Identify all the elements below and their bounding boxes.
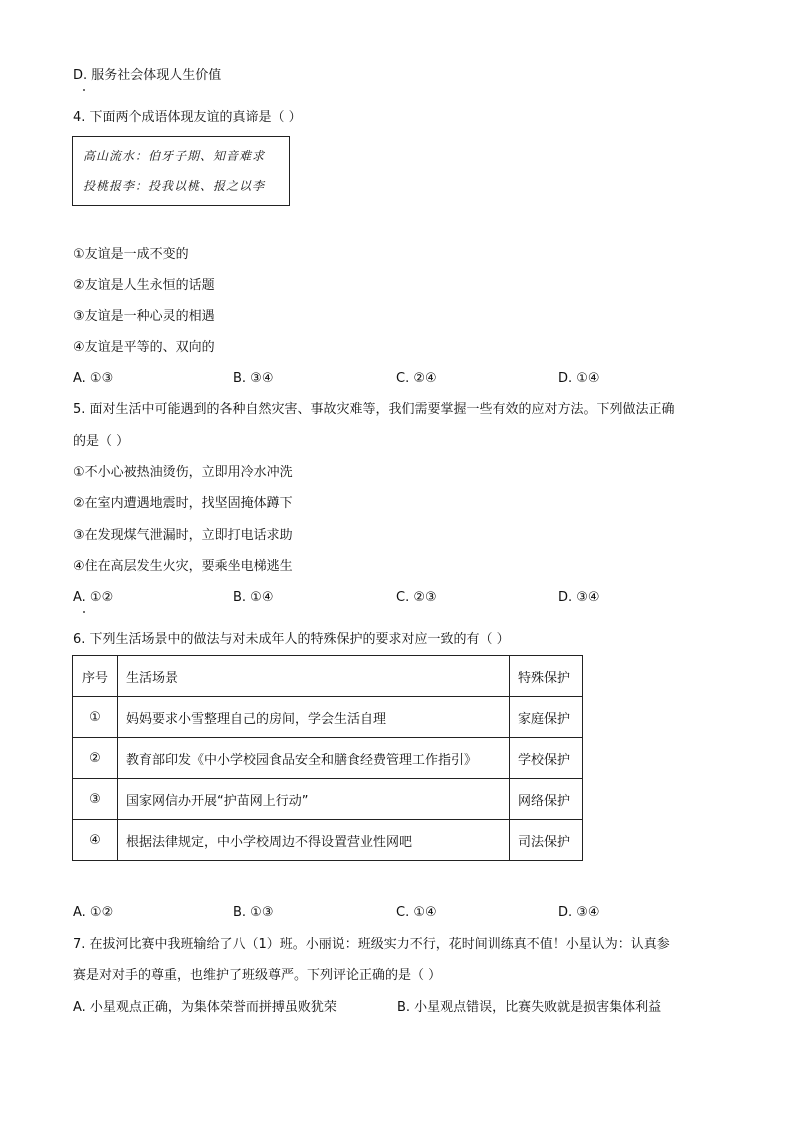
q4-option-d: D. ①④ xyxy=(558,371,600,386)
table-cell: ② xyxy=(73,738,118,779)
q4-statement-3: ③友谊是一种心灵的相遇 xyxy=(73,309,215,324)
q5-statement-4: ④住在高层发生火灾，要乘坐电梯逃生 xyxy=(73,559,293,574)
q4-options xyxy=(73,370,733,388)
q6-table xyxy=(72,655,583,861)
table-cell: 司法保护 xyxy=(510,820,583,861)
table-cell: 网络保护 xyxy=(510,779,583,820)
q7-option-b: B. 小星观点错误，比赛失败就是损害集体利益 xyxy=(397,1000,662,1015)
q4-option-c: C. ②④ xyxy=(396,371,437,386)
q4-statement-2: ②友谊是人生永恒的话题 xyxy=(73,278,215,293)
table-row xyxy=(73,697,583,738)
q5-option-c: C. ②③ xyxy=(396,590,437,605)
table-row xyxy=(73,820,583,861)
q4-statement-4: ④友谊是平等的、双向的 xyxy=(73,340,215,355)
table-cell: ④ xyxy=(73,820,118,861)
table-cell: 教育部印发《中小学校园食品安全和膳食经费管理工作指引》 xyxy=(118,738,510,779)
table-header-cell: 生活场景 xyxy=(118,656,510,697)
table-cell: ① xyxy=(73,697,118,738)
q4-option-b: B. ③④ xyxy=(233,371,274,386)
q5-option-a: A. ①② xyxy=(73,590,114,605)
table-header-row xyxy=(73,656,583,697)
stray-dot xyxy=(83,89,85,91)
table-cell: 国家网信办开展“护苗网上行动” xyxy=(118,779,510,820)
q5-option-b: B. ①④ xyxy=(233,590,274,605)
q4-quote-box xyxy=(72,136,290,206)
q7-options xyxy=(73,999,733,1017)
table-header-cell: 序号 xyxy=(73,656,118,697)
table-cell: ③ xyxy=(73,779,118,820)
q5-options xyxy=(73,589,733,607)
q4-quote-line-1: 高山流水：伯牙子期、知音难求 xyxy=(83,149,266,163)
table-row xyxy=(73,738,583,779)
table-header-cell: 特殊保护 xyxy=(510,656,583,697)
q5-option-d: D. ③④ xyxy=(558,590,600,605)
q4-quote-line-2: 投桃报李：投我以桃、报之以李 xyxy=(83,179,266,193)
q6-option-d: D. ③④ xyxy=(558,905,600,920)
q6-option-b: B. ①③ xyxy=(233,905,274,920)
q4-option-a: A. ①③ xyxy=(73,371,114,386)
table-cell: 根据法律规定，中小学校周边不得设置营业性网吧 xyxy=(118,820,510,861)
table-row xyxy=(73,779,583,820)
q7-stem-line-1: 7. 在拔河比赛中我班输给了八（1）班。小丽说：班级实力不行，花时间训练真不值！小星认为：认真参 xyxy=(73,937,670,952)
table-cell: 家庭保护 xyxy=(510,697,583,738)
q4-stem: 4. 下面两个成语体现友谊的真谛是（ ） xyxy=(73,110,302,125)
q4-statement-1: ①友谊是一成不变的 xyxy=(73,247,189,262)
q6-options xyxy=(73,904,733,922)
q7-stem-line-2: 赛是对对手的尊重，也维护了班级尊严。下列评论正确的是（ ） xyxy=(73,968,442,983)
table-cell: 学校保护 xyxy=(510,738,583,779)
stray-dot xyxy=(83,611,85,613)
q3-option-d: D. 服务社会体现人生价值 xyxy=(73,68,222,83)
q6-option-c: C. ①④ xyxy=(396,905,437,920)
q5-statement-2: ②在室内遭遇地震时，找坚固掩体蹲下 xyxy=(73,496,293,511)
q5-statement-3: ③在发现煤气泄漏时，立即打电话求助 xyxy=(73,528,293,543)
table-cell: 妈妈要求小雪整理自己的房间，学会生活自理 xyxy=(118,697,510,738)
q6-option-a: A. ①② xyxy=(73,905,114,920)
q5-statement-1: ①不小心被热油烫伤，立即用冷水冲洗 xyxy=(73,465,293,480)
q5-stem-line-2: 的是（ ） xyxy=(73,434,130,449)
q5-stem-line-1: 5. 面对生活中可能遇到的各种自然灾害、事故灾难等，我们需要掌握一些有效的应对方法。下列做法正确 xyxy=(73,402,675,417)
q6-stem: 6. 下列生活场景中的做法与对未成年人的特殊保护的要求对应一致的有（ ） xyxy=(73,632,510,647)
q7-option-a: A. 小星观点正确，为集体荣誉而拼搏虽败犹荣 xyxy=(73,1000,337,1015)
